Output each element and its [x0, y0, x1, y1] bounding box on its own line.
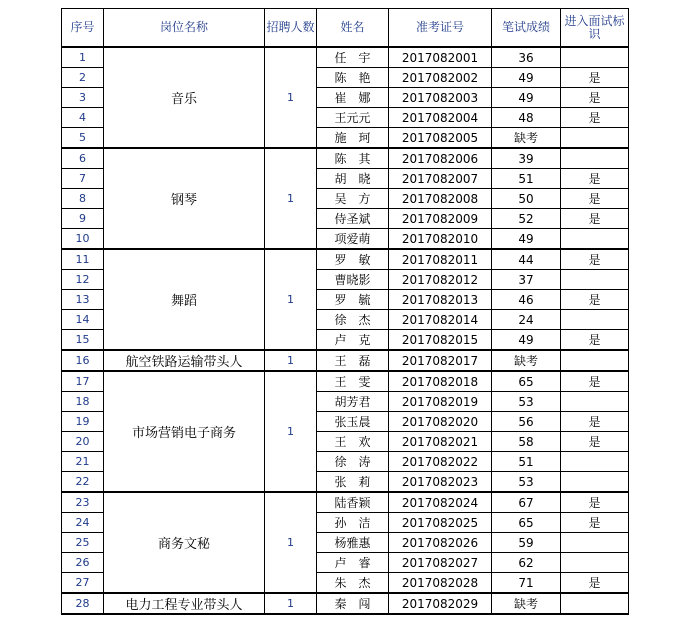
cell-seq: 27: [62, 573, 104, 594]
cell-name: 任 宇: [317, 47, 389, 68]
cell-exam-no: 2017082015: [389, 330, 492, 351]
cell-score: 39: [492, 148, 561, 169]
cell-name: 罗 毓: [317, 290, 389, 310]
cell-interview-mark: 是: [561, 432, 629, 452]
cell-score: 67: [492, 492, 561, 513]
cell-seq: 23: [62, 492, 104, 513]
cell-name: 胡 晓: [317, 169, 389, 189]
cell-name: 罗 敏: [317, 249, 389, 270]
cell-interview-mark: 是: [561, 209, 629, 229]
cell-position: 市场营销电子商务: [104, 371, 265, 492]
cell-position: 舞蹈: [104, 249, 265, 350]
cell-score: 49: [492, 88, 561, 108]
cell-name: 张玉晨: [317, 412, 389, 432]
cell-name: 秦 闯: [317, 593, 389, 614]
cell-position: 钢琴: [104, 148, 265, 249]
cell-seq: 17: [62, 371, 104, 392]
cell-score: 缺考: [492, 128, 561, 149]
cell-seq: 5: [62, 128, 104, 149]
cell-name: 张 莉: [317, 472, 389, 493]
table-row: [62, 249, 629, 270]
cell-seq: 3: [62, 88, 104, 108]
cell-exam-no: 2017082022: [389, 452, 492, 472]
cell-seq: 21: [62, 452, 104, 472]
cell-exam-no: 2017082007: [389, 169, 492, 189]
cell-seq: 19: [62, 412, 104, 432]
cell-score: 缺考: [492, 593, 561, 614]
cell-seq: 8: [62, 189, 104, 209]
cell-score: 65: [492, 371, 561, 392]
cell-seq: 16: [62, 350, 104, 371]
cell-interview-mark: [561, 392, 629, 412]
cell-name: 吴 方: [317, 189, 389, 209]
cell-exam-no: 2017082005: [389, 128, 492, 149]
header-exam-no: 准考证号: [389, 9, 492, 48]
cell-exam-no: 2017082004: [389, 108, 492, 128]
header-recruit: 招聘人数: [265, 9, 317, 48]
cell-score: 51: [492, 169, 561, 189]
results-sheet: [61, 8, 629, 615]
cell-name: 孙 洁: [317, 513, 389, 533]
cell-seq: 28: [62, 593, 104, 614]
header-seq: 序号: [62, 9, 104, 48]
header-position: 岗位名称: [104, 9, 265, 48]
cell-interview-mark: 是: [561, 169, 629, 189]
cell-name: 陈 艳: [317, 68, 389, 88]
cell-exam-no: 2017082021: [389, 432, 492, 452]
cell-name: 朱 杰: [317, 573, 389, 594]
cell-seq: 18: [62, 392, 104, 412]
cell-seq: 1: [62, 47, 104, 68]
cell-name: 王 雯: [317, 371, 389, 392]
cell-seq: 13: [62, 290, 104, 310]
header-interview: 进入面试标识: [561, 9, 629, 48]
cell-seq: 14: [62, 310, 104, 330]
cell-exam-no: 2017082003: [389, 88, 492, 108]
cell-exam-no: 2017082010: [389, 229, 492, 250]
cell-name: 卢 克: [317, 330, 389, 351]
cell-interview-mark: 是: [561, 290, 629, 310]
cell-name: 王 欢: [317, 432, 389, 452]
cell-interview-mark: [561, 593, 629, 614]
cell-score: 37: [492, 270, 561, 290]
cell-interview-mark: 是: [561, 513, 629, 533]
cell-name: 胡芳君: [317, 392, 389, 412]
cell-seq: 20: [62, 432, 104, 452]
cell-interview-mark: [561, 472, 629, 493]
cell-seq: 7: [62, 169, 104, 189]
cell-recruit-count: 1: [265, 593, 317, 614]
table-row: [62, 47, 629, 68]
cell-interview-mark: [561, 229, 629, 250]
cell-exam-no: 2017082025: [389, 513, 492, 533]
cell-recruit-count: 1: [265, 47, 317, 148]
cell-name: 项爱萌: [317, 229, 389, 250]
cell-exam-no: 2017082013: [389, 290, 492, 310]
cell-seq: 4: [62, 108, 104, 128]
cell-name: 陈 其: [317, 148, 389, 169]
table-row: [62, 492, 629, 513]
cell-score: 缺考: [492, 350, 561, 371]
cell-position: 电力工程专业带头人: [104, 593, 265, 614]
cell-name: 徐 杰: [317, 310, 389, 330]
cell-score: 49: [492, 330, 561, 351]
cell-interview-mark: 是: [561, 330, 629, 351]
cell-interview-mark: [561, 452, 629, 472]
table-row: [62, 371, 629, 392]
cell-interview-mark: 是: [561, 371, 629, 392]
cell-exam-no: 2017082029: [389, 593, 492, 614]
table-row: [62, 350, 629, 371]
cell-score: 50: [492, 189, 561, 209]
cell-score: 71: [492, 573, 561, 594]
cell-exam-no: 2017082023: [389, 472, 492, 493]
cell-score: 56: [492, 412, 561, 432]
cell-interview-mark: [561, 553, 629, 573]
cell-exam-no: 2017082012: [389, 270, 492, 290]
results-table: [61, 8, 629, 615]
cell-exam-no: 2017082024: [389, 492, 492, 513]
cell-seq: 11: [62, 249, 104, 270]
cell-interview-mark: 是: [561, 412, 629, 432]
cell-score: 65: [492, 513, 561, 533]
cell-position: 航空铁路运输带头人: [104, 350, 265, 371]
cell-recruit-count: 1: [265, 148, 317, 249]
cell-interview-mark: [561, 128, 629, 149]
cell-seq: 10: [62, 229, 104, 250]
cell-recruit-count: 1: [265, 350, 317, 371]
cell-score: 48: [492, 108, 561, 128]
cell-score: 59: [492, 533, 561, 553]
cell-seq: 12: [62, 270, 104, 290]
cell-score: 52: [492, 209, 561, 229]
cell-seq: 2: [62, 68, 104, 88]
cell-interview-mark: [561, 270, 629, 290]
cell-score: 49: [492, 229, 561, 250]
cell-name: 施 珂: [317, 128, 389, 149]
cell-seq: 25: [62, 533, 104, 553]
table-body: [62, 47, 629, 614]
cell-score: 44: [492, 249, 561, 270]
cell-score: 36: [492, 47, 561, 68]
table-row: [62, 148, 629, 169]
cell-name: 曹晓影: [317, 270, 389, 290]
cell-seq: 26: [62, 553, 104, 573]
cell-interview-mark: 是: [561, 492, 629, 513]
cell-score: 58: [492, 432, 561, 452]
cell-interview-mark: 是: [561, 68, 629, 88]
cell-exam-no: 2017082020: [389, 412, 492, 432]
cell-exam-no: 2017082026: [389, 533, 492, 553]
cell-interview-mark: 是: [561, 573, 629, 594]
cell-exam-no: 2017082027: [389, 553, 492, 573]
cell-position: 商务文秘: [104, 492, 265, 593]
cell-interview-mark: 是: [561, 249, 629, 270]
cell-interview-mark: 是: [561, 189, 629, 209]
cell-interview-mark: 是: [561, 108, 629, 128]
cell-score: 53: [492, 392, 561, 412]
cell-interview-mark: [561, 47, 629, 68]
cell-interview-mark: [561, 533, 629, 553]
cell-position: 音乐: [104, 47, 265, 148]
cell-name: 陆香颖: [317, 492, 389, 513]
cell-exam-no: 2017082001: [389, 47, 492, 68]
header-row: [62, 9, 629, 48]
cell-exam-no: 2017082006: [389, 148, 492, 169]
cell-interview-mark: 是: [561, 88, 629, 108]
cell-name: 卢 睿: [317, 553, 389, 573]
header-score: 笔试成绩: [492, 9, 561, 48]
cell-seq: 22: [62, 472, 104, 493]
cell-seq: 9: [62, 209, 104, 229]
cell-exam-no: 2017082008: [389, 189, 492, 209]
cell-interview-mark: [561, 350, 629, 371]
header-name: 姓名: [317, 9, 389, 48]
cell-name: 王 磊: [317, 350, 389, 371]
cell-exam-no: 2017082017: [389, 350, 492, 371]
cell-exam-no: 2017082028: [389, 573, 492, 594]
cell-recruit-count: 1: [265, 371, 317, 492]
cell-score: 53: [492, 472, 561, 493]
cell-seq: 15: [62, 330, 104, 351]
cell-interview-mark: [561, 148, 629, 169]
cell-name: 崔 娜: [317, 88, 389, 108]
cell-name: 徐 涛: [317, 452, 389, 472]
cell-exam-no: 2017082002: [389, 68, 492, 88]
cell-seq: 24: [62, 513, 104, 533]
cell-name: 王元元: [317, 108, 389, 128]
cell-score: 49: [492, 68, 561, 88]
cell-score: 24: [492, 310, 561, 330]
cell-exam-no: 2017082018: [389, 371, 492, 392]
cell-name: 杨雅惠: [317, 533, 389, 553]
cell-exam-no: 2017082019: [389, 392, 492, 412]
cell-exam-no: 2017082011: [389, 249, 492, 270]
cell-recruit-count: 1: [265, 249, 317, 350]
cell-seq: 6: [62, 148, 104, 169]
cell-score: 62: [492, 553, 561, 573]
cell-score: 46: [492, 290, 561, 310]
cell-exam-no: 2017082009: [389, 209, 492, 229]
cell-name: 侍圣斌: [317, 209, 389, 229]
table-row: [62, 593, 629, 614]
cell-exam-no: 2017082014: [389, 310, 492, 330]
cell-interview-mark: [561, 310, 629, 330]
cell-recruit-count: 1: [265, 492, 317, 593]
cell-score: 51: [492, 452, 561, 472]
